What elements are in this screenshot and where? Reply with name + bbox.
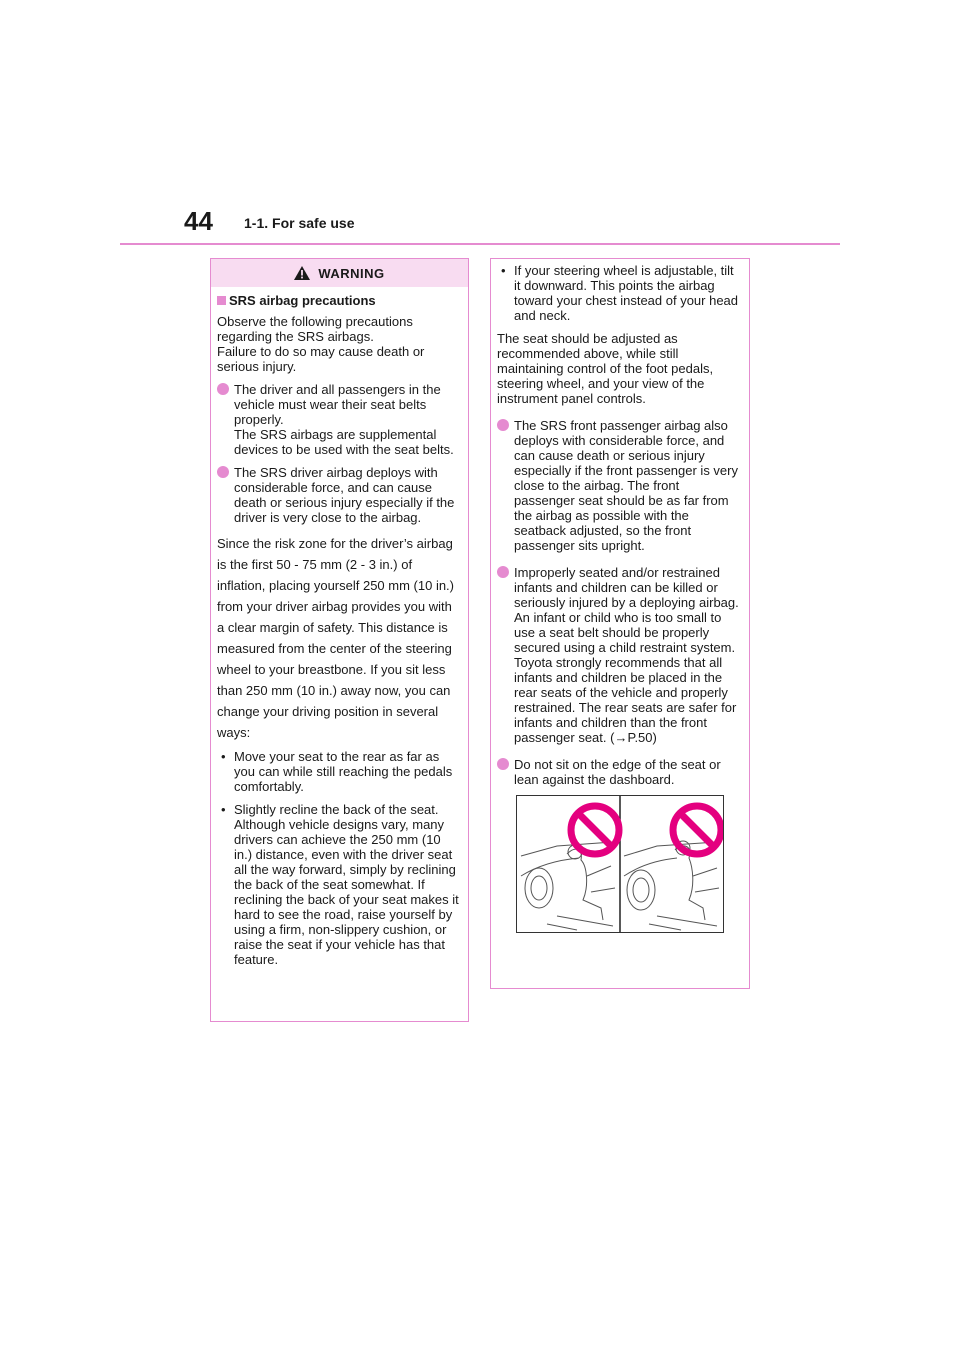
intro-line-1: Observe the following precautions regarding the SRS airbags. [217, 314, 413, 344]
list-item [497, 565, 743, 745]
square-bullet-icon [217, 296, 226, 305]
list-item [217, 382, 462, 457]
prohibition-icon [673, 806, 721, 854]
prohibition-icon [571, 806, 619, 854]
heading-text: SRS airbag precautions [229, 293, 376, 308]
sub-list-item [497, 263, 743, 323]
dot-bullet: • [221, 749, 226, 764]
list-item [497, 757, 743, 787]
dot-bullet: • [221, 802, 226, 817]
section-heading [217, 293, 462, 308]
bullet-text: The SRS driver airbag deploys with considerable force, and can cause death or serious injury especially if the driver is very close to the airbag. [234, 465, 455, 525]
section-title: 1-1. For safe use [244, 215, 355, 231]
warning-bar [211, 259, 468, 287]
illustration-improper-seating [516, 795, 724, 933]
list-item [497, 418, 743, 553]
intro-line-2: Failure to do so may cause death or serious injury. [217, 344, 425, 374]
page-number: 44 [184, 206, 213, 236]
circle-bullet-icon [497, 758, 509, 770]
bullet-text: Do not sit on the edge of the seat or lean against the dashboard. [514, 757, 721, 787]
sub-item-text: Move your seat to the rear as far as you can while still reaching the pedals comfortably. [234, 749, 453, 794]
circle-bullet-icon [217, 383, 229, 395]
warning-label: WARNING [318, 265, 385, 281]
sub-item-text: Slightly recline the back of the seat. Although vehicle designs vary, many drivers can achieve the 250 mm (10 in.) distance, even with the driver seat all the way forward, simply by reclining the back of the seat somewhat. If reclining the back of your seat makes it hard to see the road, raise yourself by using a firm, non-slippery cushion, or raise the seat if your vehicle has that feature. [234, 802, 459, 967]
circle-bullet-icon [497, 566, 509, 578]
sub-list-item [217, 802, 462, 967]
warning-panel-left [210, 258, 469, 1022]
risk-zone-text: Since the risk zone for the driver’s airbag is the first 50 - 75 mm (2 - 3 in.) of inflation, placing yourself 250 mm (10 in.) from your driver airbag provides you with a clear margin of safety. This distance is measured from the center of the steering wheel to your breastbone. If you sit less than 250 mm (10 in.) away now, you can change your driving position in several ways: [217, 536, 455, 740]
sub-item-text: If your steering wheel is adjustable, tilt it downward. This points the airbag toward your chest instead of your head and neck. [514, 263, 739, 323]
warning-triangle-icon [294, 266, 310, 280]
bullet-text: The driver and all passengers in the vehicle must wear their seat belts properly. [234, 382, 441, 427]
seat-adjust-text: The seat should be adjusted as recommended above, while still maintaining control of the foot pedals, steering wheel, and your view of the instrument panel controls. [497, 331, 714, 406]
header-rule [120, 243, 840, 245]
circle-bullet-icon [497, 419, 509, 431]
bullet-text: The SRS front passenger airbag also deploys with considerable force, and can cause death or serious injury especially if the front passenger is very close to the airbag. The front passenger seat should be as far from the airbag as possible with the seatback adjusted, so the front passenger sits upright. [514, 418, 738, 553]
circle-bullet-icon [217, 466, 229, 478]
bullet-text: The SRS airbags are supplemental devices to be used with the seat belts. [234, 427, 454, 457]
warning-panel-right [490, 258, 750, 989]
bullet-text: Improperly seated and/or restrained infants and children can be killed or seriously injured by a deploying airbag. An infant or child who is too small to use a seat belt should be properly secured using a child restraint system. Toyota strongly recommends that all infants and children be placed in the rear seats of the vehicle and properly restrained. The rear seats are safer for infants and children than the front passenger seat. (→P.50) [514, 565, 739, 745]
illustration-svg [517, 796, 723, 932]
sub-list-item [217, 749, 462, 794]
dot-bullet: • [501, 263, 506, 278]
list-item [217, 465, 462, 525]
intro-text [217, 314, 462, 374]
